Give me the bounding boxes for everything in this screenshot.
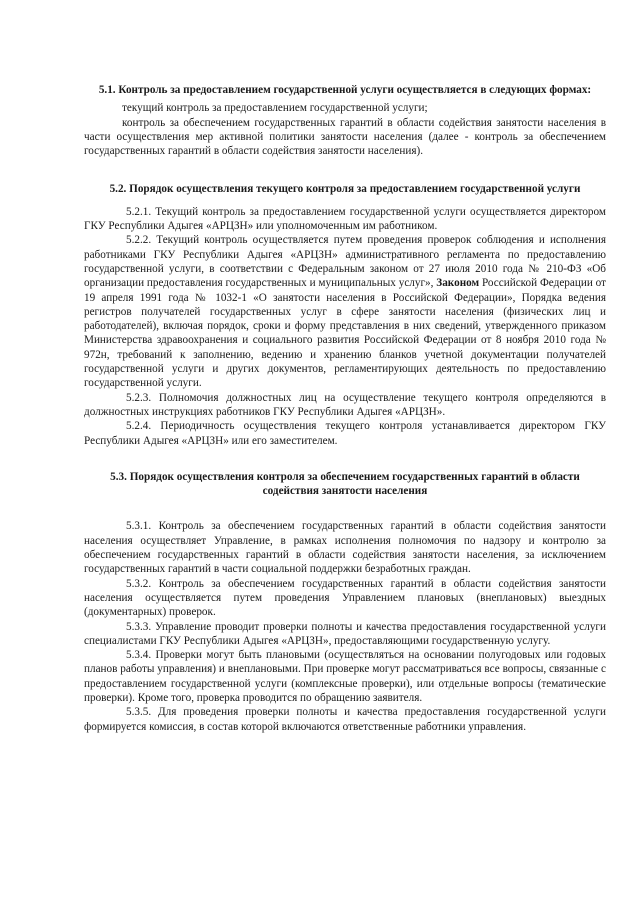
paragraph-5-2-1: 5.2.1. Текущий контроль за предоставлением государственной услуги осуществляется директором ГКУ Республики Адыгея «АРЦЗН» или уполномоченным им работником. bbox=[84, 205, 606, 233]
paragraph-5-3-4: 5.3.4. Проверки могут быть плановыми (осуществляться на основании полугодовых или годовых планов работы управления) и внеплановыми. При проверке могут рассматриваться все вопросы, связанные с предоставлением государственной услуги (комплексные проверки), или отдельные вопросы (тематические проверки). Кроме того, проверка проводится по обращению заявителя. bbox=[84, 649, 606, 704]
paragraph-5-2-2-part-2: Российской Федерации от 19 апреля 1991 года № 1032-1 «О занятости населения в Российской Федерации», Порядка ведения регистров получателей государственных услуг в сфере занятости населения (физических лиц и работодателей), включая порядок, сроки и форму представления в них сведений, утвержденного приказом Министерства здравоохранения и социального развития Российской Федерации от 8 ноября 2010 года № 972н, требований к заполнению, ведению и хранению бланков учетной документации получателей государственной услуги и других документов, регламентирующих деятельность по предоставлению государственной услуги. bbox=[84, 277, 606, 390]
section-5-1-title: 5.1. Контроль за предоставлением государственной услуги осуществляется в следующих формах: bbox=[98, 84, 592, 96]
paragraph-5-3-2: 5.3.2. Контроль за обеспечением государственных гарантий в области содействия занятости населения осуществляется путем проведения Управлением плановых (внеплановых) выездных (документарных) проверок. bbox=[84, 577, 606, 619]
paragraph-5-3-1: 5.3.1. Контроль за обеспечением государственных гарантий в области содействия занятости населения осуществляет Управление, в рамках исполнения полномочия по надзору и контролю за обеспечением государственных гарантий в области содействия занятости населения, за исключением государственных гарантий в части социальной поддержки безработных граждан. bbox=[84, 520, 606, 576]
paragraph-5-2-3: 5.2.3. Полномочия должностных лиц на осуществление текущего контроля определяются в должностных инструкциях работников ГКУ Республики Адыгея «АРЦЗН». bbox=[84, 391, 606, 418]
section-5-1-item-1: текущий контроль за предоставлением государственной услуги; bbox=[122, 102, 428, 115]
paragraph-5-2-2 bbox=[84, 233, 606, 390]
paragraph-5-3-5: 5.3.5. Для проведения проверки полноты и качества предоставления государственной услуги формируется комиссия, в состав которой включаются ответственные работники управления. bbox=[84, 706, 606, 733]
document-page bbox=[84, 83, 606, 734]
section-5-3-title: 5.3. Порядок осуществления контроля за обеспечением государственных гарантий в области содействия занятости населения bbox=[110, 470, 580, 498]
paragraph-5-2-2-bold-law: Законом bbox=[436, 277, 480, 290]
paragraph-5-2-4: 5.2.4. Периодичность осуществления текущего контроля устанавливается директором ГКУ Республики Адыгея «АРЦЗН» или его заместителем. bbox=[84, 420, 606, 447]
section-5-1-item-2: контроль за обеспечением государственных гарантий в области содействия занятости населения в части осуществления мер активной политики занятости населения (далее - контроль за обеспечением государственных гарантий в области содействия занятости населения). bbox=[84, 116, 606, 158]
section-5-2-title: 5.2. Порядок осуществления текущего контроля за предоставлением государственной услуги bbox=[109, 183, 581, 196]
paragraph-5-3-3: 5.3.3. Управление проводит проверки полноты и качества предоставления государственной услуги специалистами ГКУ Республики Адыгея «АРЦЗН», предоставляющими государственную услугу. bbox=[84, 620, 606, 647]
paragraph-5-2-2-part-1: 5.2.2. Текущий контроль осуществляется путем проведения проверок соблюдения и исполнения работниками ГКУ Республики Адыгея «АРЦЗН» административного регламента по предоставлению государственной услуги, в соответствии с Федеральным законом от 27 июля 2010 года № 210-ФЗ «Об организации предоставления государственных и муниципальных услуг», bbox=[84, 234, 606, 290]
